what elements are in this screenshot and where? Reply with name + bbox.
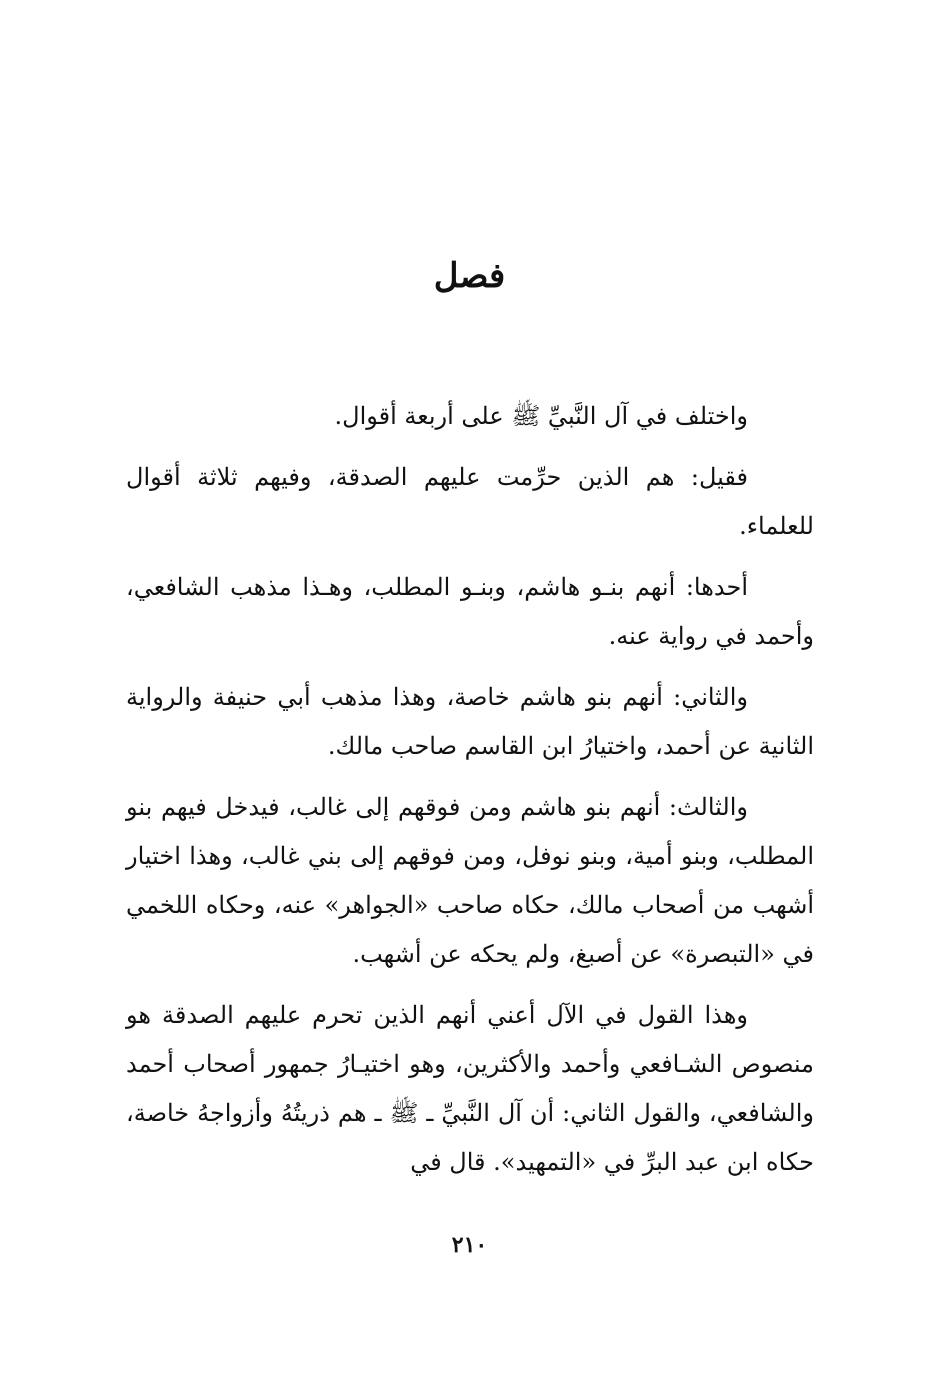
- section-title: فصل: [433, 256, 506, 296]
- paragraph-opinion-three: والثالث: أنهم بنو هاشم ومن فوقهم إلى غالب، فيدخل فيهم بنو المطلب، وبنو أمية، وبنو نوفل، ومن فوقهم إلى بني غالب، وهذا اختيار أشهب من أصحاب مالك، حكاه صاحب «الجواهر» عنه، وحكاه اللخمي في «التبصرة» عن أصبغ، ولم يحكه عن أشهب.: [126, 793, 814, 968]
- paragraph-opinion-two: والثاني: أنهم بنو هاشم خاصة، وهذا مذهب أبي حنيفة والرواية الثانية عن أحمد، واختيارُ ابن القاسم صاحب مالك.: [126, 683, 814, 760]
- paragraph-opinion-one: أحدها: أنهم بنـو هاشم، وبنـو المطلب، وهـذا مذهب الشافعي، وأحمد في رواية عنه.: [126, 573, 814, 650]
- paragraph-intro: واختلف في آل النَّبيِّ ﷺ على أربعة أقوال.: [334, 402, 748, 430]
- paragraph-discussion: وهذا القول في الآل أعني أنهم الذين تحرم عليهم الصدقة هو منصوص الشـافعي وأحمد والأكثرين، وهو اختيـارُ جمهور أصحاب أحمد والشافعي، والقول الثاني: أن آل النَّبيِّ ـ ﷺ ـ هم ذريتُهُ وأزواجهُ خاصة، حكاه ابن عبد البرِّ في «التمهيد». قال في: [126, 1001, 814, 1176]
- paragraph-first-view: فقيل: هم الذين حرِّمت عليهم الصدقة، وفيهم ثلاثة أقوال للعلماء.: [126, 463, 814, 540]
- body-text: [126, 392, 814, 1195]
- page-number: ٢١٠: [451, 1232, 488, 1258]
